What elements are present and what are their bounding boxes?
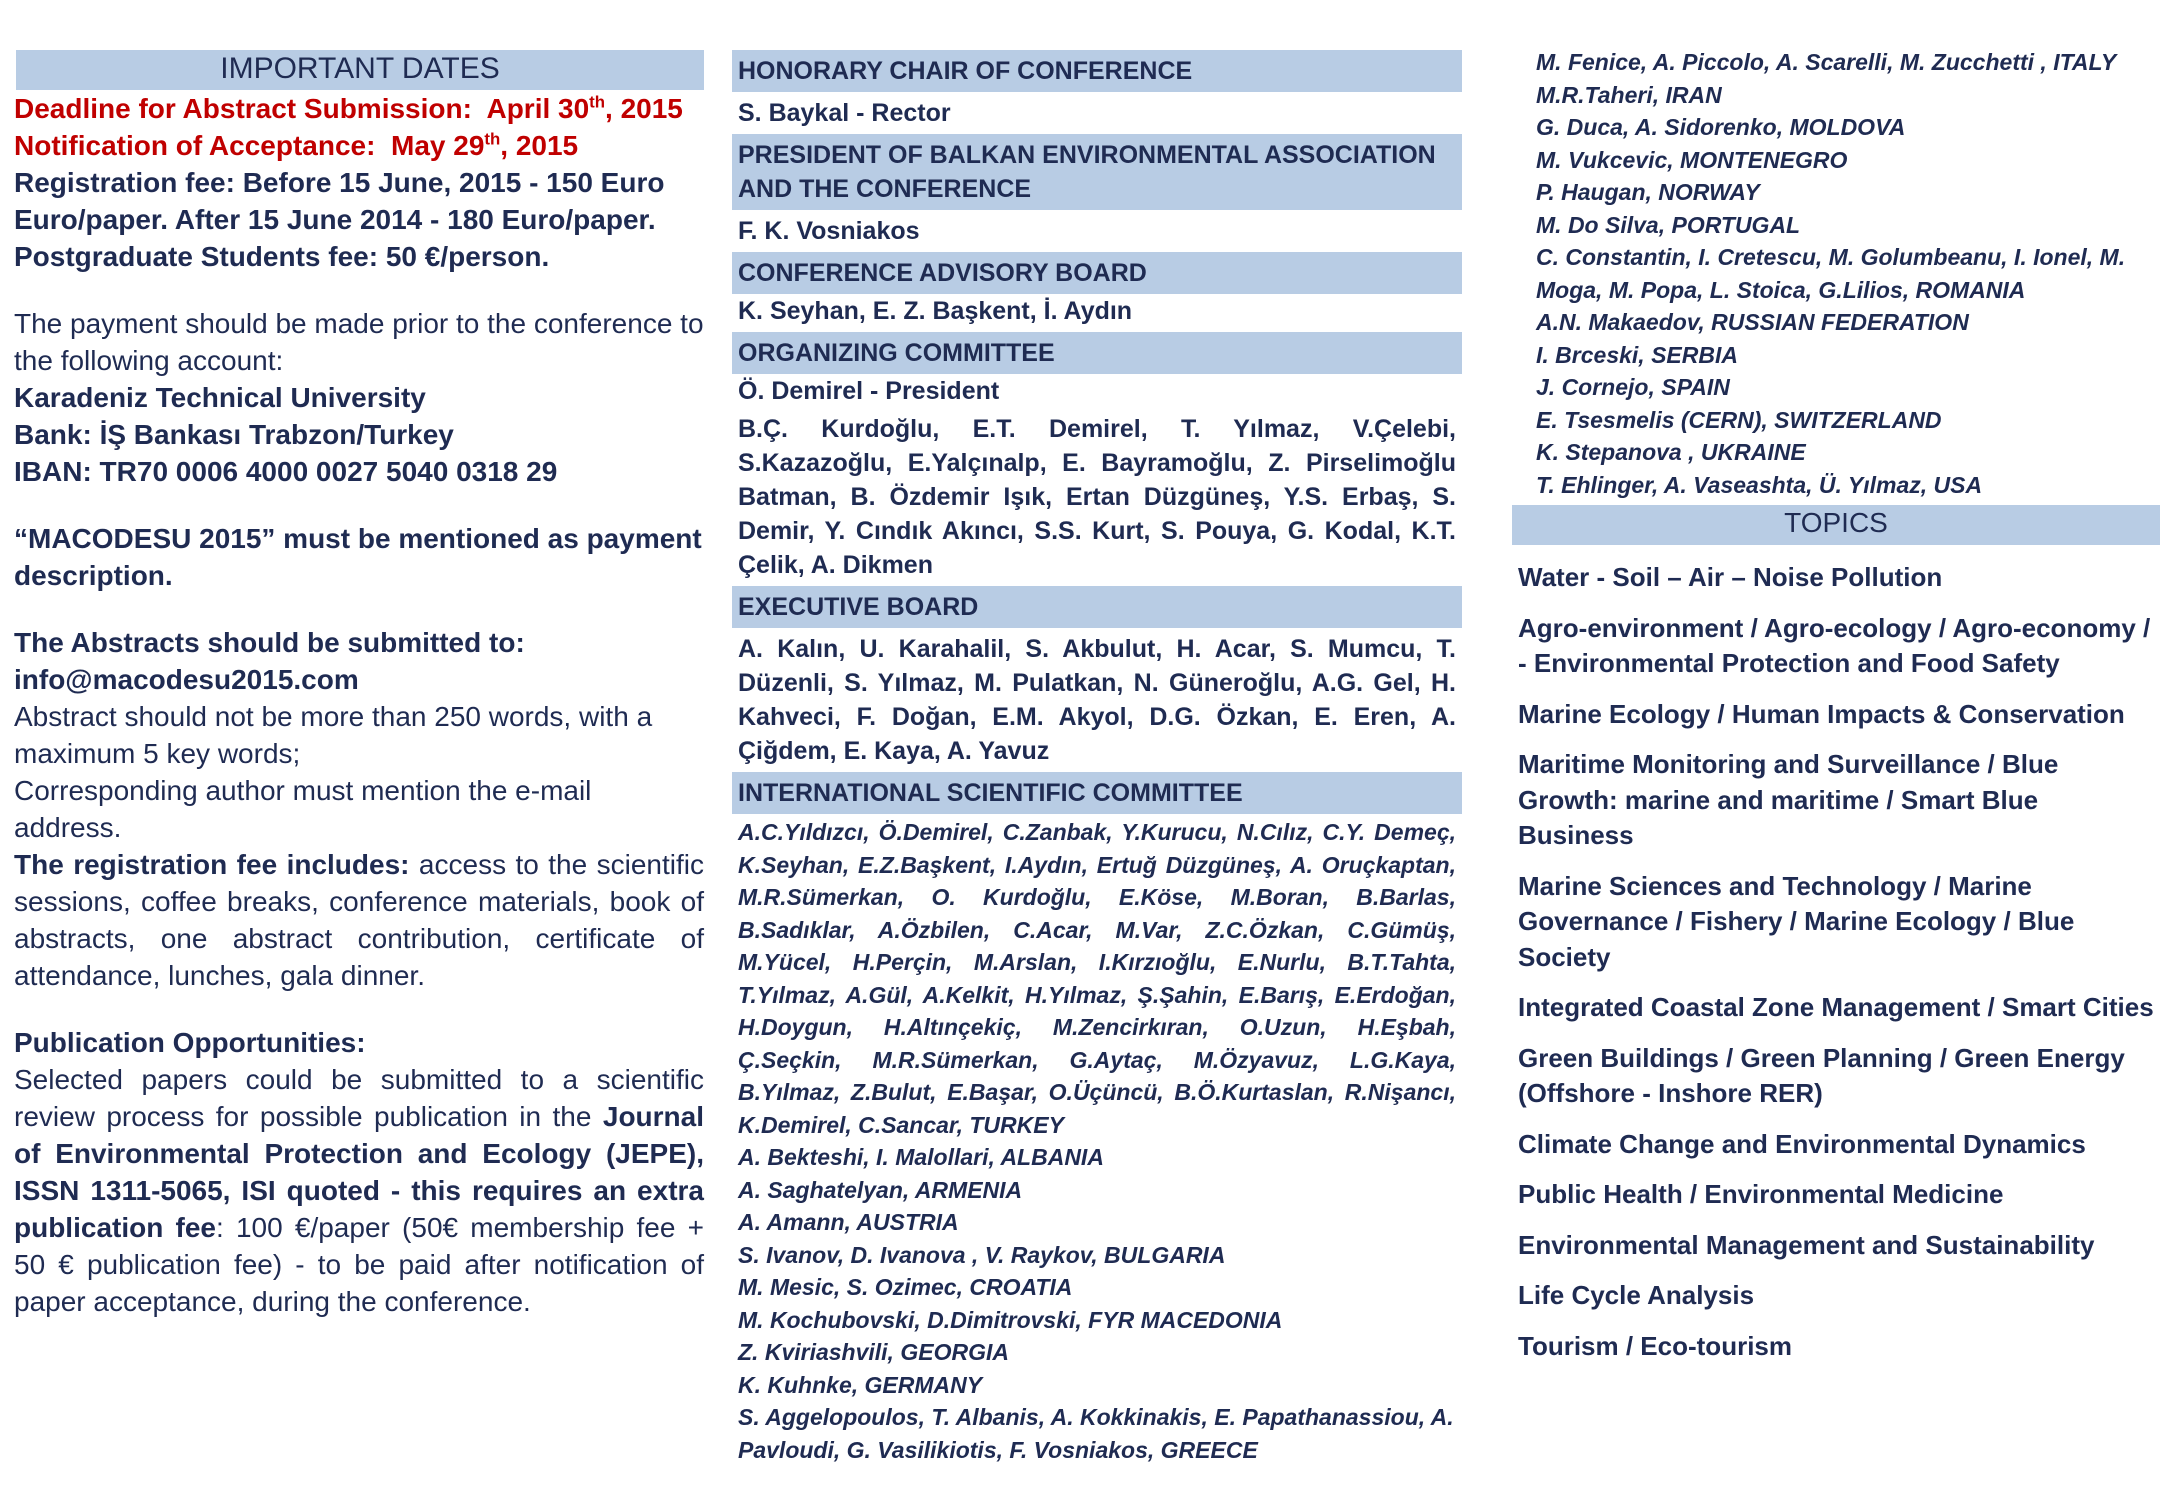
list-item: M. Fenice, A. Piccolo, A. Scarelli, M. Zucchetti , ITALY — [1536, 49, 2117, 75]
topic-item: Agro-environment / Agro-ecology / Agro-economy / - Environmental Protection and Food Safety — [1518, 612, 2151, 678]
organizing-committee-header: ORGANIZING COMMITTEE — [732, 332, 1462, 374]
registration-fee-line1: Registration fee: Before 15 June, 2015 - 150 Euro — [14, 167, 665, 198]
list-item: K. Kuhnke, GERMANY — [738, 1371, 983, 1398]
organizing-members: B.Ç. Kurdoğlu, E.T. Demirel, T. Yılmaz, V.Çelebi, S.Kazazoğlu, E.Yalçınalp, E. Bayramoğlu, Z. Pirselimoğlu Batman, B. Özdemir Işık, Ertan Düzgüneş, Y.S. Erbaş, S. Demir, Y. Cındık Akıncı, S.S. Kurt, S. Pouya, G. Kodal, K.T. Çelik, A. Dikmen — [738, 415, 1456, 579]
countries-topics-column — [1512, 46, 2160, 1364]
students-fee: Postgraduate Students fee: 50 €/person. — [14, 241, 550, 272]
notification-date-b: , 2015 — [500, 130, 579, 161]
topic-item: Environmental Management and Sustainability — [1518, 1229, 2095, 1260]
publication-text — [14, 1061, 704, 1320]
macodesu-note: “MACODESU 2015” must be mentioned as payment description. — [14, 523, 702, 591]
topic-item: Tourism / Eco-tourism — [1518, 1330, 1792, 1361]
list-item: P. Haugan, NORWAY — [1536, 179, 1760, 205]
payment-text: The payment should be made prior to the conference to the following account: — [14, 308, 704, 376]
abstracts-heading: The Abstracts should be submitted to: — [14, 627, 525, 658]
university-name: Karadeniz Technical University — [14, 382, 426, 413]
list-item: Z. Kviriashvili, GEORGIA — [738, 1339, 1009, 1365]
executive-board-members: A. Kalın, U. Karahalil, S. Akbulut, H. Acar, S. Mumcu, T. Düzenli, S. Yılmaz, M. Pulatkan, N. Güneroğlu, A.G. Gel, H. Kahveci, F. Doğan, E.M. Akyol, D.G. Özkan, E. Eren, A. Çiğdem, E. Kaya, A. Yavuz — [738, 635, 1456, 765]
scientific-committee-header: INTERNATIONAL SCIENTIFIC COMMITTEE — [732, 772, 1462, 814]
publication-text2: : 100 €/paper (50€ membership fee + 50 € publication fee) - to be paid after notification of paper acceptance, during the conference. — [14, 1212, 704, 1317]
president-name: F. K. Vosniakos — [738, 217, 920, 245]
advisory-board-header: CONFERENCE ADVISORY BOARD — [732, 252, 1462, 294]
list-item: C. Constantin, I. Cretescu, M. Golumbeanu, I. Ionel, M. Moga, M. Popa, L. Stoica, G.Lilios, ROMANIA — [1536, 244, 2126, 303]
deadline-label: Deadline for Abstract Submission: — [14, 93, 472, 124]
abstract-rule-email: Corresponding author must mention the e-mail address. — [14, 775, 592, 843]
bank-name: Bank: İŞ Bankası Trabzon/Turkey — [14, 419, 454, 450]
scientific-committee-list — [732, 814, 1462, 1468]
list-item: A. Bekteshi, I. Malollari, ALBANIA — [738, 1144, 1104, 1170]
advisory-board-names: K. Seyhan, E. Z. Başkent, İ. Aydın — [738, 297, 1133, 325]
list-item: A. Amann, AUSTRIA — [738, 1209, 959, 1235]
international-committee-continued — [1512, 46, 2160, 501]
deadline-sup: th — [589, 92, 606, 112]
list-item: S. Aggelopoulos, T. Albanis, A. Kokkinakis, E. Papathanassiou, A. Pavloudi, G. Vasilikiotis, F. Vosniakos, GREECE — [738, 1404, 1454, 1463]
list-item: T. Ehlinger, A. Vaseashta, Ü. Yılmaz, USA — [1536, 471, 1983, 498]
list-item: G. Duca, A. Sidorenko, MOLDOVA — [1536, 114, 1906, 140]
notification-date — [14, 127, 704, 164]
list-item: A. Saghatelyan, ARMENIA — [738, 1176, 1023, 1203]
publication-text1: Selected papers could be submitted to a scientific review process for possible publication in the — [14, 1064, 704, 1132]
topic-item: Life Cycle Analysis — [1518, 1280, 1755, 1310]
registration-fee-line2: Euro/paper. After 15 June 2014 - 180 Euro/paper. — [14, 204, 656, 235]
deadline-date-a: April 30 — [486, 93, 590, 124]
list-item: M. Mesic, S. Ozimec, CROATIA — [738, 1274, 1073, 1300]
list-item: M. Vukcevic, MONTENEGRO — [1536, 146, 1848, 173]
list-item: K. Stepanova , UKRAINE — [1536, 439, 1806, 465]
topic-item: Public Health / Environmental Medicine — [1518, 1179, 2004, 1209]
topic-item: Marine Ecology / Human Impacts & Conservation — [1518, 698, 2125, 729]
list-item: M.R.Taheri, IRAN — [1536, 81, 1722, 108]
notification-sup: th — [484, 129, 501, 149]
topic-item: Climate Change and Environmental Dynamics — [1518, 1128, 2086, 1159]
honorary-chair-name: S. Baykal - Rector — [738, 99, 951, 127]
list-item: M. Kochubovski, D.Dimitrovski, FYR MACEDONIA — [738, 1306, 1283, 1333]
abstract-deadline — [14, 90, 704, 127]
deadline-date-b: , 2015 — [605, 93, 683, 124]
fee-includes-label: The registration fee includes: — [14, 849, 410, 880]
notification-date-a: May 29 — [391, 130, 485, 161]
list-item: E. Tsesmelis (CERN), SWITZERLAND — [1536, 406, 1942, 433]
organizing-president: Ö. Demirel - President — [738, 377, 1000, 405]
abstract-rule-words: Abstract should not be more than 250 words, with a maximum 5 key words; — [14, 701, 653, 769]
submission-email[interactable]: info@macodesu2015.com — [14, 664, 359, 695]
list-item: M. Do Silva, PORTUGAL — [1536, 211, 1801, 238]
notification-label: Notification of Acceptance: — [14, 130, 376, 161]
list-item: J. Cornejo, SPAIN — [1536, 374, 1730, 400]
topic-item: Maritime Monitoring and Surveillance / Blue Growth: marine and maritime / Smart Blue Business — [1518, 749, 2059, 850]
list-item: S. Ivanov, D. Ivanova , V. Raykov, BULGARIA — [738, 1241, 1226, 1268]
journal-name: Journal of Environmental Protection and Ecology (JEPE), ISSN 1311-5065, ISI quoted - this requires an extra publication fee — [14, 1101, 705, 1243]
president-header: PRESIDENT OF BALKAN ENVIRONMENTAL ASSOCIATION AND THE CONFERENCE — [732, 134, 1462, 210]
important-dates-column — [14, 50, 704, 1320]
executive-board-header: EXECUTIVE BOARD — [732, 586, 1462, 628]
fee-includes-text: access to the scientific sessions, coffee breaks, conference materials, book of abstracts, one abstract contribution, certificate of attendance, lunches, gala dinner. — [14, 849, 705, 991]
topic-item: Integrated Coastal Zone Management / Smart Cities — [1518, 992, 2154, 1022]
committees-column — [732, 50, 1462, 1468]
list-item: I. Brceski, SERBIA — [1536, 341, 1738, 368]
topic-item: Water - Soil – Air – Noise Pollution — [1518, 562, 1943, 592]
honorary-chair-header: HONORARY CHAIR OF CONFERENCE — [732, 50, 1462, 92]
topics-header: TOPICS — [1512, 505, 2160, 545]
topics-list — [1512, 560, 2160, 1364]
topic-item: Green Buildings / Green Planning / Green Energy (Offshore - Inshore RER) — [1518, 1042, 2125, 1108]
list-item: A.N. Makaedov, RUSSIAN FEDERATION — [1536, 309, 1969, 335]
publication-heading: Publication Opportunities: — [14, 1027, 366, 1058]
isc-turkey: A.C.Yıldızcı, Ö.Demirel, C.Zanbak, Y.Kurucu, N.Cılız, C.Y. Demeç, K.Seyhan, E.Z.Başkent, I.Aydın, Ertuğ Düzgüneş, A. Oruçkaptan, M.R.Sümerkan, O. Kurdoğlu, E.Köse, M.Boran, B.Barlas, B.Sadıklar, A.Özbilen, C.Acar, M.Var, Z.C.Özkan, C.Gümüş, M.Yücel, H.Perçin, M.Arslan, I.Kırzıoğlu, E.Nurlu, B.T.Tahta, T.Yılmaz, A.Gül, A.Kelkit, H.Yılmaz, Ş.Şahin, E.Barış, E.Erdoğan, H.Doygun, H.Altınçekiç, M.Zencirkıran, O.Uzun, H.Eşbah, Ç.Seçkin, M.R.Sümerkan, G.Aytaç, M.Özyavuz, L.G.Kaya, B.Yılmaz, Z.Bulut, E.Başar, O.Üçüncü, B.Ö.Kurtaslan, R.Nişancı, K.Demirel, C.Sancar, TURKEY — [738, 819, 1456, 1138]
important-dates-header: IMPORTANT DATES — [16, 50, 704, 90]
iban: IBAN: TR70 0006 4000 0027 5040 0318 29 — [14, 456, 558, 487]
topic-item: Marine Sciences and Technology / Marine Governance / Fishery / Marine Ecology / Blue Society — [1518, 870, 2075, 972]
fee-includes — [14, 846, 704, 994]
